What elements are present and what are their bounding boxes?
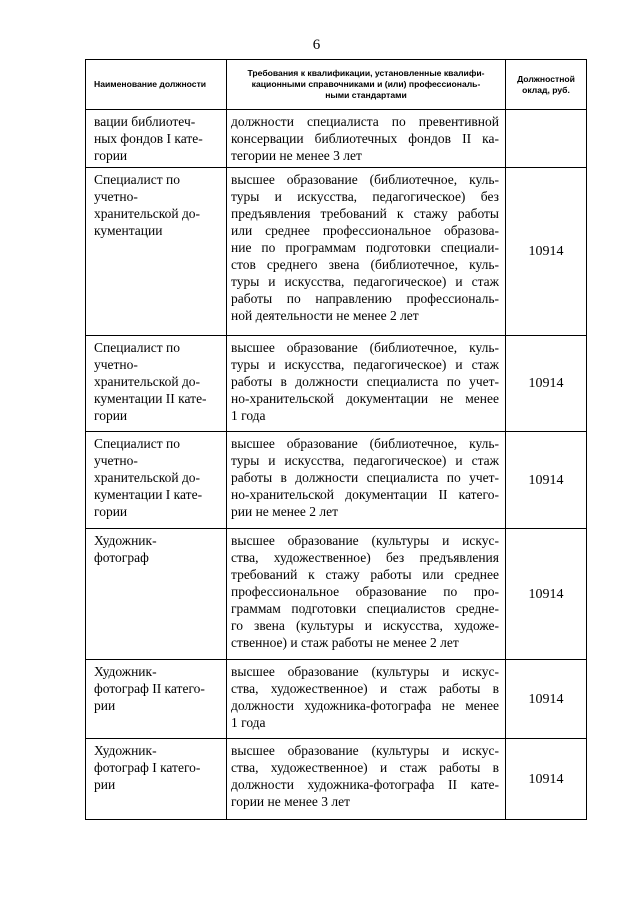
position-name-line: вации библиотеч-	[94, 114, 196, 129]
header-requirements-line: Требования к квалификации, установленные квалифи-	[247, 68, 485, 78]
requirements-line: должности художника-фотографа II кате-	[231, 777, 499, 792]
requirements-line: предъявления требований к стажу работы	[231, 206, 499, 221]
requirements-line: высшее образование (библиотечное, куль-	[231, 436, 499, 451]
requirements-cell	[227, 336, 506, 432]
position-name-line: гории	[94, 148, 128, 163]
header-position: Наименование должности	[86, 60, 227, 110]
requirements-cell	[227, 739, 506, 820]
requirements-line: туры и искусства, педагогическое) и стаж	[231, 453, 499, 468]
position-name-line: гории	[94, 504, 128, 519]
requirements-line: высшее образование (библиотечное, куль-	[231, 340, 499, 355]
header-requirements	[227, 60, 506, 110]
requirements-line: ной деятельности не менее 2 лет	[231, 308, 419, 323]
header-salary	[506, 60, 587, 110]
requirements-cell	[227, 110, 506, 168]
requirements-line: консервации библиотечных фондов II ка-	[231, 131, 499, 146]
salary-cell	[506, 110, 587, 168]
page-number: 6	[312, 37, 321, 53]
table-body	[86, 110, 587, 820]
position-name-line: учетно-	[94, 357, 138, 372]
requirements-line: работы в должности специалиста по учет-	[231, 374, 499, 389]
requirements-line: ственное) и стаж работы не менее 2 лет	[231, 635, 459, 650]
position-name-cell	[86, 739, 227, 820]
requirements-line: 1 года	[231, 715, 266, 730]
requirements-line: высшее образование (библиотечное, куль-	[231, 172, 499, 187]
salary-cell: 10914	[506, 336, 587, 432]
position-name-line: кументации	[94, 223, 163, 238]
salary-cell: 10914	[506, 432, 587, 529]
position-name-cell	[86, 110, 227, 168]
salary-cell: 10914	[506, 739, 587, 820]
requirements-cell	[227, 529, 506, 660]
requirements-line: ства, художественное) и стаж работы в	[231, 760, 499, 775]
requirements-line: ства, художественное) без предъявления	[231, 550, 499, 565]
requirements-cell	[227, 432, 506, 529]
header-salary-line: Должностной	[517, 73, 575, 84]
position-name-line: фотограф	[94, 550, 149, 565]
requirements-cell	[227, 660, 506, 739]
position-name-cell	[86, 529, 227, 660]
requirements-line: 1 года	[231, 408, 266, 423]
position-name-line: Художник-	[94, 664, 157, 679]
header-requirements-line: кационными справочниками и (или) профессиональ-	[251, 79, 481, 89]
requirements-line: тегории не менее 3 лет	[231, 148, 362, 163]
requirements-cell	[227, 168, 506, 336]
requirements-line: или среднее профессиональное образова-	[231, 223, 499, 238]
position-name-line: хранительской до-	[94, 470, 201, 485]
position-name-cell	[86, 168, 227, 336]
table-row	[86, 432, 587, 529]
requirements-line: высшее образование (культуры и искус-	[231, 743, 499, 758]
position-name-line: учетно-	[94, 189, 138, 204]
requirements-line: туры и искусства, педагогическое) и стаж	[231, 357, 499, 372]
position-name-cell	[86, 336, 227, 432]
position-name-line: Специалист по	[94, 436, 180, 451]
table-row	[86, 110, 587, 168]
salary-cell: 10914	[506, 529, 587, 660]
position-name-line: хранительской до-	[94, 206, 201, 221]
position-name-line: Художник-	[94, 533, 157, 548]
position-name-line: Специалист по	[94, 172, 180, 187]
position-name-line: фотограф I катего-	[94, 760, 201, 775]
requirements-line: требований к стажу работы или среднее	[231, 567, 499, 582]
table-row	[86, 529, 587, 660]
requirements-line: туры и искусства, педагогическое) и стаж	[231, 274, 499, 289]
position-name-line: учетно-	[94, 453, 138, 468]
table-header-row	[86, 60, 587, 110]
requirements-line: туры и искусства, педагогическое) без	[231, 189, 499, 204]
requirements-line: работы в должности специалиста по учет-	[231, 470, 499, 485]
header-salary-line: оклад, руб.	[522, 84, 570, 95]
position-name-cell	[86, 660, 227, 739]
requirements-line: высшее образование (культуры и искус-	[231, 664, 499, 679]
salary-cell: 10914	[506, 660, 587, 739]
requirements-line: стов среднего звена (библиотечное, куль-	[231, 257, 499, 272]
position-name-line: Художник-	[94, 743, 157, 758]
requirements-line: высшее образование (культуры и искус-	[231, 533, 499, 548]
table-row	[86, 739, 587, 820]
position-name-line: кументации I кате-	[94, 487, 203, 502]
position-name-line: рии	[94, 777, 116, 792]
requirements-line: рии не менее 2 лет	[231, 504, 339, 519]
requirements-line: ние по программам подготовки специали-	[231, 240, 499, 255]
position-name-line: кументации II кате-	[94, 391, 207, 406]
positions-table	[85, 59, 587, 820]
requirements-line: но-хранительской документации II катего-	[231, 487, 499, 502]
position-name-line: гории	[94, 408, 128, 423]
requirements-line: должности художника-фотографа не менее	[231, 698, 499, 713]
position-name-line: ных фондов I кате-	[94, 131, 203, 146]
position-name-line: фотограф II катего-	[94, 681, 205, 696]
position-name-line: Специалист по	[94, 340, 180, 355]
requirements-line: го звена (культуры и искусства, художе-	[231, 618, 499, 633]
salary-cell: 10914	[506, 168, 587, 336]
table-row	[86, 336, 587, 432]
requirements-line: ства, художественное) и стаж работы в	[231, 681, 499, 696]
table-row	[86, 660, 587, 739]
table-row	[86, 168, 587, 336]
requirements-line: граммам подготовки специалистов средне-	[231, 601, 499, 616]
requirements-line: но-хранительской документации не менее	[231, 391, 499, 406]
position-name-cell	[86, 432, 227, 529]
requirements-line: профессиональное образование по про-	[231, 584, 499, 599]
position-name-line: хранительской до-	[94, 374, 201, 389]
header-requirements-line: ными стандартами	[325, 90, 407, 100]
requirements-line: гории не менее 3 лет	[231, 794, 350, 809]
requirements-line: должности специалиста по превентивной	[231, 114, 499, 129]
requirements-line: работы по направлению профессиональ-	[231, 291, 499, 306]
position-name-line: рии	[94, 698, 116, 713]
